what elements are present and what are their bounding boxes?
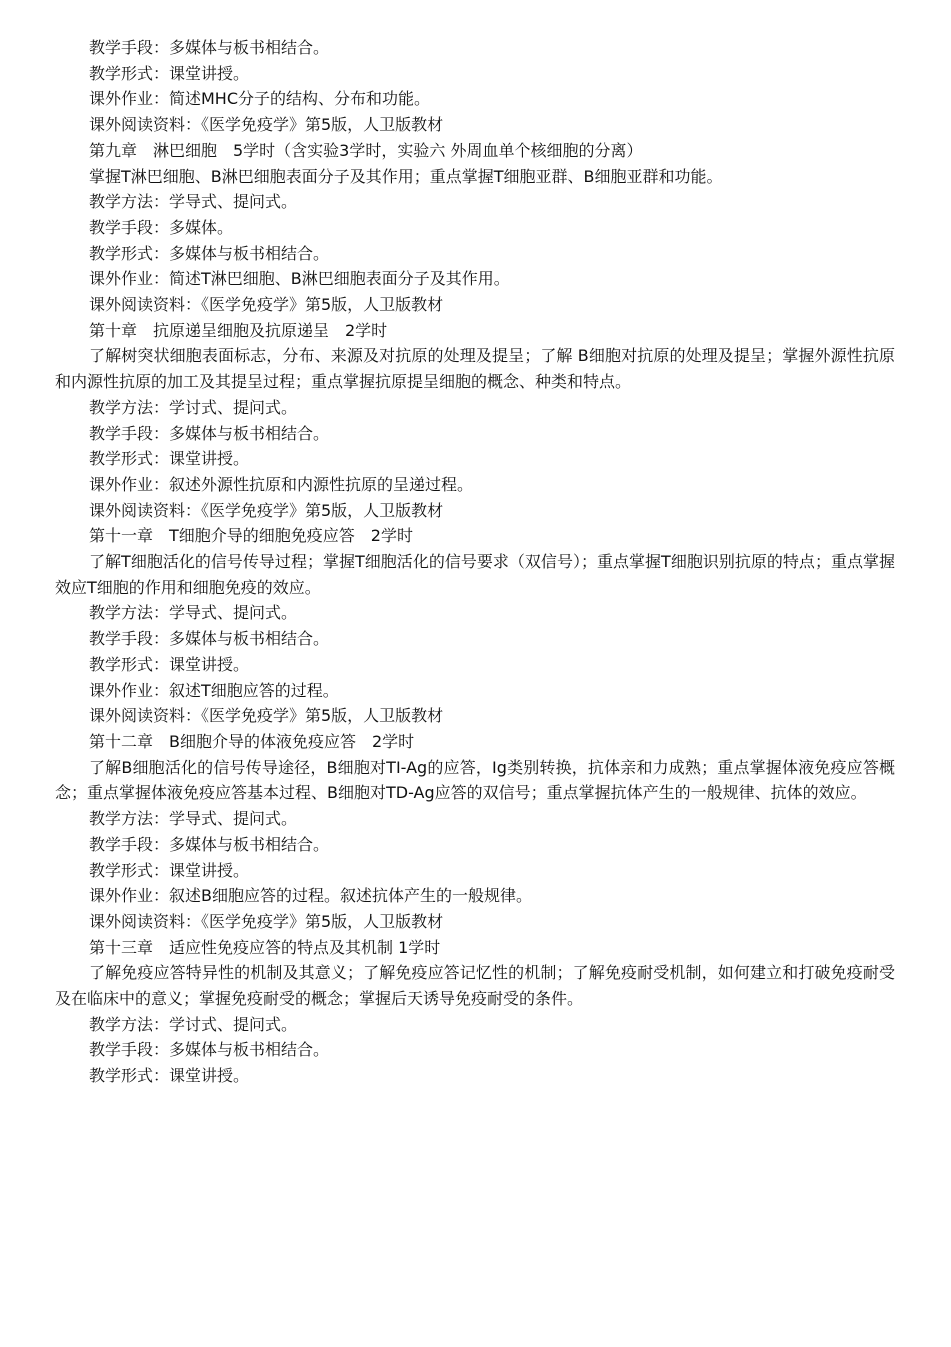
text-line: 教学手段：多媒体与板书相结合。 — [89, 423, 330, 443]
text-line: 教学形式：课堂讲授。 — [89, 63, 250, 83]
document-page — [55, 35, 895, 1089]
text-line: 教学形式：课堂讲授。 — [89, 860, 250, 880]
text-line: 教学形式：课堂讲授。 — [89, 449, 250, 469]
text-line: 教学形式：课堂讲授。 — [89, 654, 250, 674]
body-paragraph: 了解T细胞活化的信号传导过程；掌握T细胞活化的信号要求（双信号）；重点掌握T细胞识别抗原的特点；重点掌握效应T细胞的作用和细胞免疫的效应。 — [55, 552, 895, 597]
text-line: 教学手段：多媒体与板书相结合。 — [89, 629, 330, 649]
text-line: 教学手段：多媒体与板书相结合。 — [89, 834, 330, 854]
text-line: 课外作业：叙述外源性抗原和内源性抗原的呈递过程。 — [89, 474, 474, 494]
text-line: 教学手段：多媒体与板书相结合。 — [89, 1040, 330, 1060]
text-line: 教学形式：课堂讲授。 — [89, 1066, 250, 1086]
text-line: 第十二章 B细胞介导的体液免疫应答 2学时 — [89, 731, 415, 751]
text-line: 教学形式：多媒体与板书相结合。 — [89, 243, 330, 263]
text-line: 第十一章 T细胞介导的细胞免疫应答 2学时 — [89, 526, 413, 546]
text-line: 课外作业：简述T淋巴细胞、B淋巴细胞表面分子及其作用。 — [89, 269, 510, 289]
text-line: 教学手段：多媒体与板书相结合。 — [89, 38, 330, 57]
text-line: 课外阅读资料：《医学免疫学》第5版，人卫版教材 — [89, 911, 444, 931]
text-line: 课外阅读资料：《医学免疫学》第5版，人卫版教材 — [89, 115, 444, 135]
text-line: 课外作业：叙述T细胞应答的过程。 — [89, 680, 339, 700]
body-paragraph: 了解免疫应答特异性的机制及其意义；了解免疫应答记忆性的机制；了解免疫耐受机制，如何建立和打破免疫耐受及在临床中的意义；掌握免疫耐受的概念；掌握后天诱导免疫耐受的条件。 — [55, 963, 895, 1009]
text-line: 教学方法：学导式、提问式。 — [89, 192, 298, 212]
text-line: 课外作业：简述MHC分子的结构、分布和功能。 — [89, 89, 431, 109]
text-line: 课外作业：叙述B细胞应答的过程。叙述抗体产生的一般规律。 — [89, 886, 532, 906]
text-line: 第九章 淋巴细胞 5学时（含实验3学时，实验六 外周血单个核细胞的分离） — [89, 140, 643, 160]
text-line: 课外阅读资料：《医学免疫学》第5版，人卫版教材 — [89, 706, 444, 726]
text-line: 教学方法：学导式、提问式。 — [89, 603, 298, 623]
text-line: 课外阅读资料：《医学免疫学》第5版，人卫版教材 — [89, 295, 444, 315]
text-line: 教学手段：多媒体。 — [89, 217, 234, 237]
text-line: 第十三章 适应性免疫应答的特点及其机制 1学时 — [89, 937, 441, 957]
body-paragraph: 了解树突状细胞表面标志，分布、来源及对抗原的处理及提呈；了解 B细胞对抗原的处理及提呈；掌握外源性抗原和内源性抗原的加工及其提呈过程；重点掌握抗原提呈细胞的概念、种类和特点。 — [55, 346, 895, 392]
text-line: 教学方法：学导式、提问式。 — [89, 809, 298, 829]
text-line: 教学方法：学讨式、提问式。 — [89, 1014, 298, 1034]
text-line: 掌握T淋巴细胞、B淋巴细胞表面分子及其作用；重点掌握T细胞亚群、B细胞亚群和功能。 — [89, 166, 723, 186]
body-paragraph: 了解B细胞活化的信号传导途径，B细胞对TI-Ag的应答，Ig类别转换，抗体亲和力成熟；重点掌握体液免疫应答概念；重点掌握体液免疫应答基本过程、B细胞对TD-Ag应答的双信号；重点掌握抗体产生的一般规律、抗体的效应。 — [55, 757, 895, 803]
text-line: 教学方法：学讨式、提问式。 — [89, 397, 298, 417]
text-line: 第十章 抗原递呈细胞及抗原递呈 2学时 — [89, 320, 388, 340]
text-line: 课外阅读资料：《医学免疫学》第5版，人卫版教材 — [89, 500, 444, 520]
